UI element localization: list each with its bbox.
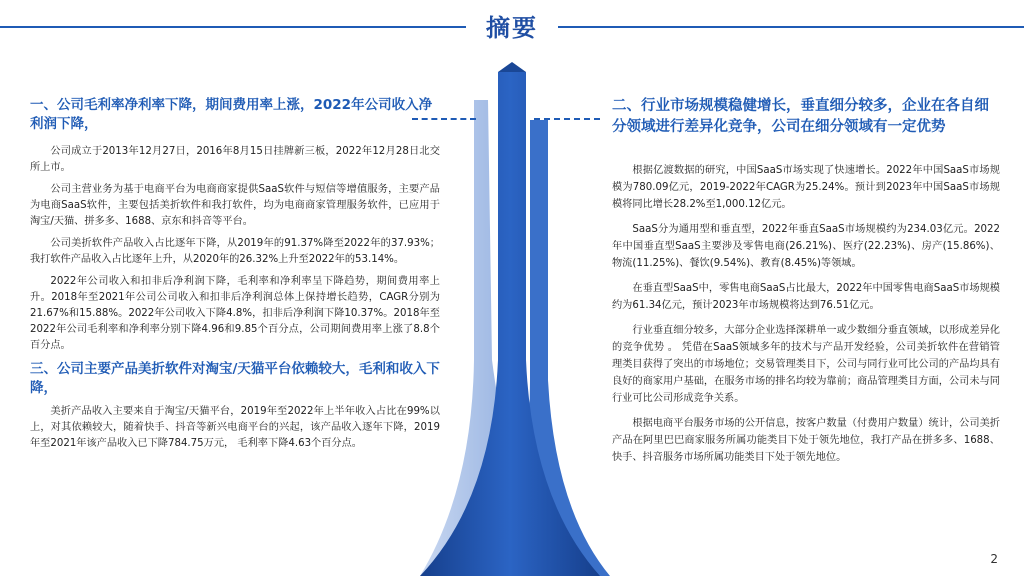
section-1-paragraph: 公司主营业务为基于电商平台为电商商家提供SaaS软件与短信等增值服务，主要产品为电商SaaS软件，主要包括美折软件和我打软件，均为电商商家管理服务软件，已应用于淘宝/天猫、拼多多、1688、京东和抖音等平台。	[30, 184, 440, 227]
section-2-paragraph: 根据亿渡数据的研究，中国SaaS市场实现了快速增长。2022年中国SaaS市场规模为780.09亿元，2019-2022年CAGR为25.24%。预计到2023年中国SaaS市场规模将同比增长28.2%至1,000.12亿元。	[612, 165, 1000, 210]
section-1-paragraph: 2022年公司收入和扣非后净利润下降，毛利率和净利率呈下降趋势，期间费用率上升。2018年至2021年公司公司收入和扣非后净利润总体上保持增长趋势，CAGR分别为21.67%和15.88%。2022年公司收入下降4.8%，扣非后净利润下降10.37%。2018年至2022年公司毛利率和净利率分别下降4.96和9.85个百分点，公司期间费用率上涨了8.8个百分点。	[30, 276, 440, 351]
section-1-paragraph: 公司成立于2013年12月27日，2016年8月15日挂牌新三板，2022年12月28日北交所上市。	[30, 146, 440, 173]
left-column	[30, 96, 440, 458]
section-2-paragraph: SaaS分为通用型和垂直型，2022年垂直SaaS市场规模约为234.03亿元。2022年中国垂直型SaaS主要涉及零售电商(26.21%)、医疗(22.23%)、房产(15.86%)、物流(11.25%)、餐饮(9.54%)、教育(8.45%)等领域。	[612, 224, 1000, 269]
right-column	[612, 96, 1000, 474]
section-3-heading: 三、公司主要产品美折软件对淘宝/天猫平台依赖较大，毛利和收入下降，	[30, 361, 440, 396]
section-1-paragraph: 公司美折软件产品收入占比逐年下降，从2019年的91.37%降至2022年的37.93%；我打软件产品收入占比逐年上升，从2020年的26.32%上升至2022年的53.14%。	[30, 238, 440, 265]
page-title: 摘要	[486, 14, 538, 42]
section-1-heading: 一、公司毛利率净利率下降，期间费用率上涨，2022年公司收入净利润下降，	[30, 97, 433, 132]
main-spike	[420, 72, 600, 576]
dash-connector-right	[534, 118, 600, 120]
header-rule-right	[558, 26, 1024, 28]
section-2-paragraph: 行业垂直细分较多，大部分企业选择深耕单一或少数细分垂直领域，以形成差异化的竞争优势 。 凭借在SaaS领域多年的技术与产品开发经验，公司美折软件在营销管理类目获得了突出的市场地位；交易管理类目下，公司与同行业可比公司的产品均具有良好的商家用户基础，在服务市场的排名均较为靠前；商品管理类目方面，公司未与同行业可比公司形成竞争关系。	[612, 325, 1000, 404]
section-2-paragraph: 在垂直型SaaS中，零售电商SaaS占比最大，2022年中国零售电商SaaS市场规模约为61.34亿元，预计2023年市场规模将达到76.51亿元。	[612, 283, 1000, 311]
section-2-heading: 二、行业市场规模稳健增长，垂直细分较多，企业在各自细分领域进行差异化竞争，公司在细分领域有一定优势	[612, 98, 989, 135]
header-rule-left	[0, 26, 466, 28]
main-spike-cap	[498, 62, 526, 72]
page-number: 2	[990, 552, 998, 566]
section-2-paragraph: 根据电商平台服务市场的公开信息，按客户数量（付费用户数量）统计，公司美折产品在阿里巴巴商家服务所属功能类目下处于领先地位，我打产品在拼多多、1688、快手、抖音服务市场所属功能类目下处于领先地位。	[612, 418, 1000, 463]
section-3-paragraph: 美折产品收入主要来自于淘宝/天猫平台，2019年至2022年上半年收入占比在99%以上，对其依赖较大，随着快手、抖音等新兴电商平台的兴起，该产品收入逐年下降，2019年至2021年该产品收入已下降784.75万元， 毛利率下降4.63个百分点。	[30, 406, 440, 449]
